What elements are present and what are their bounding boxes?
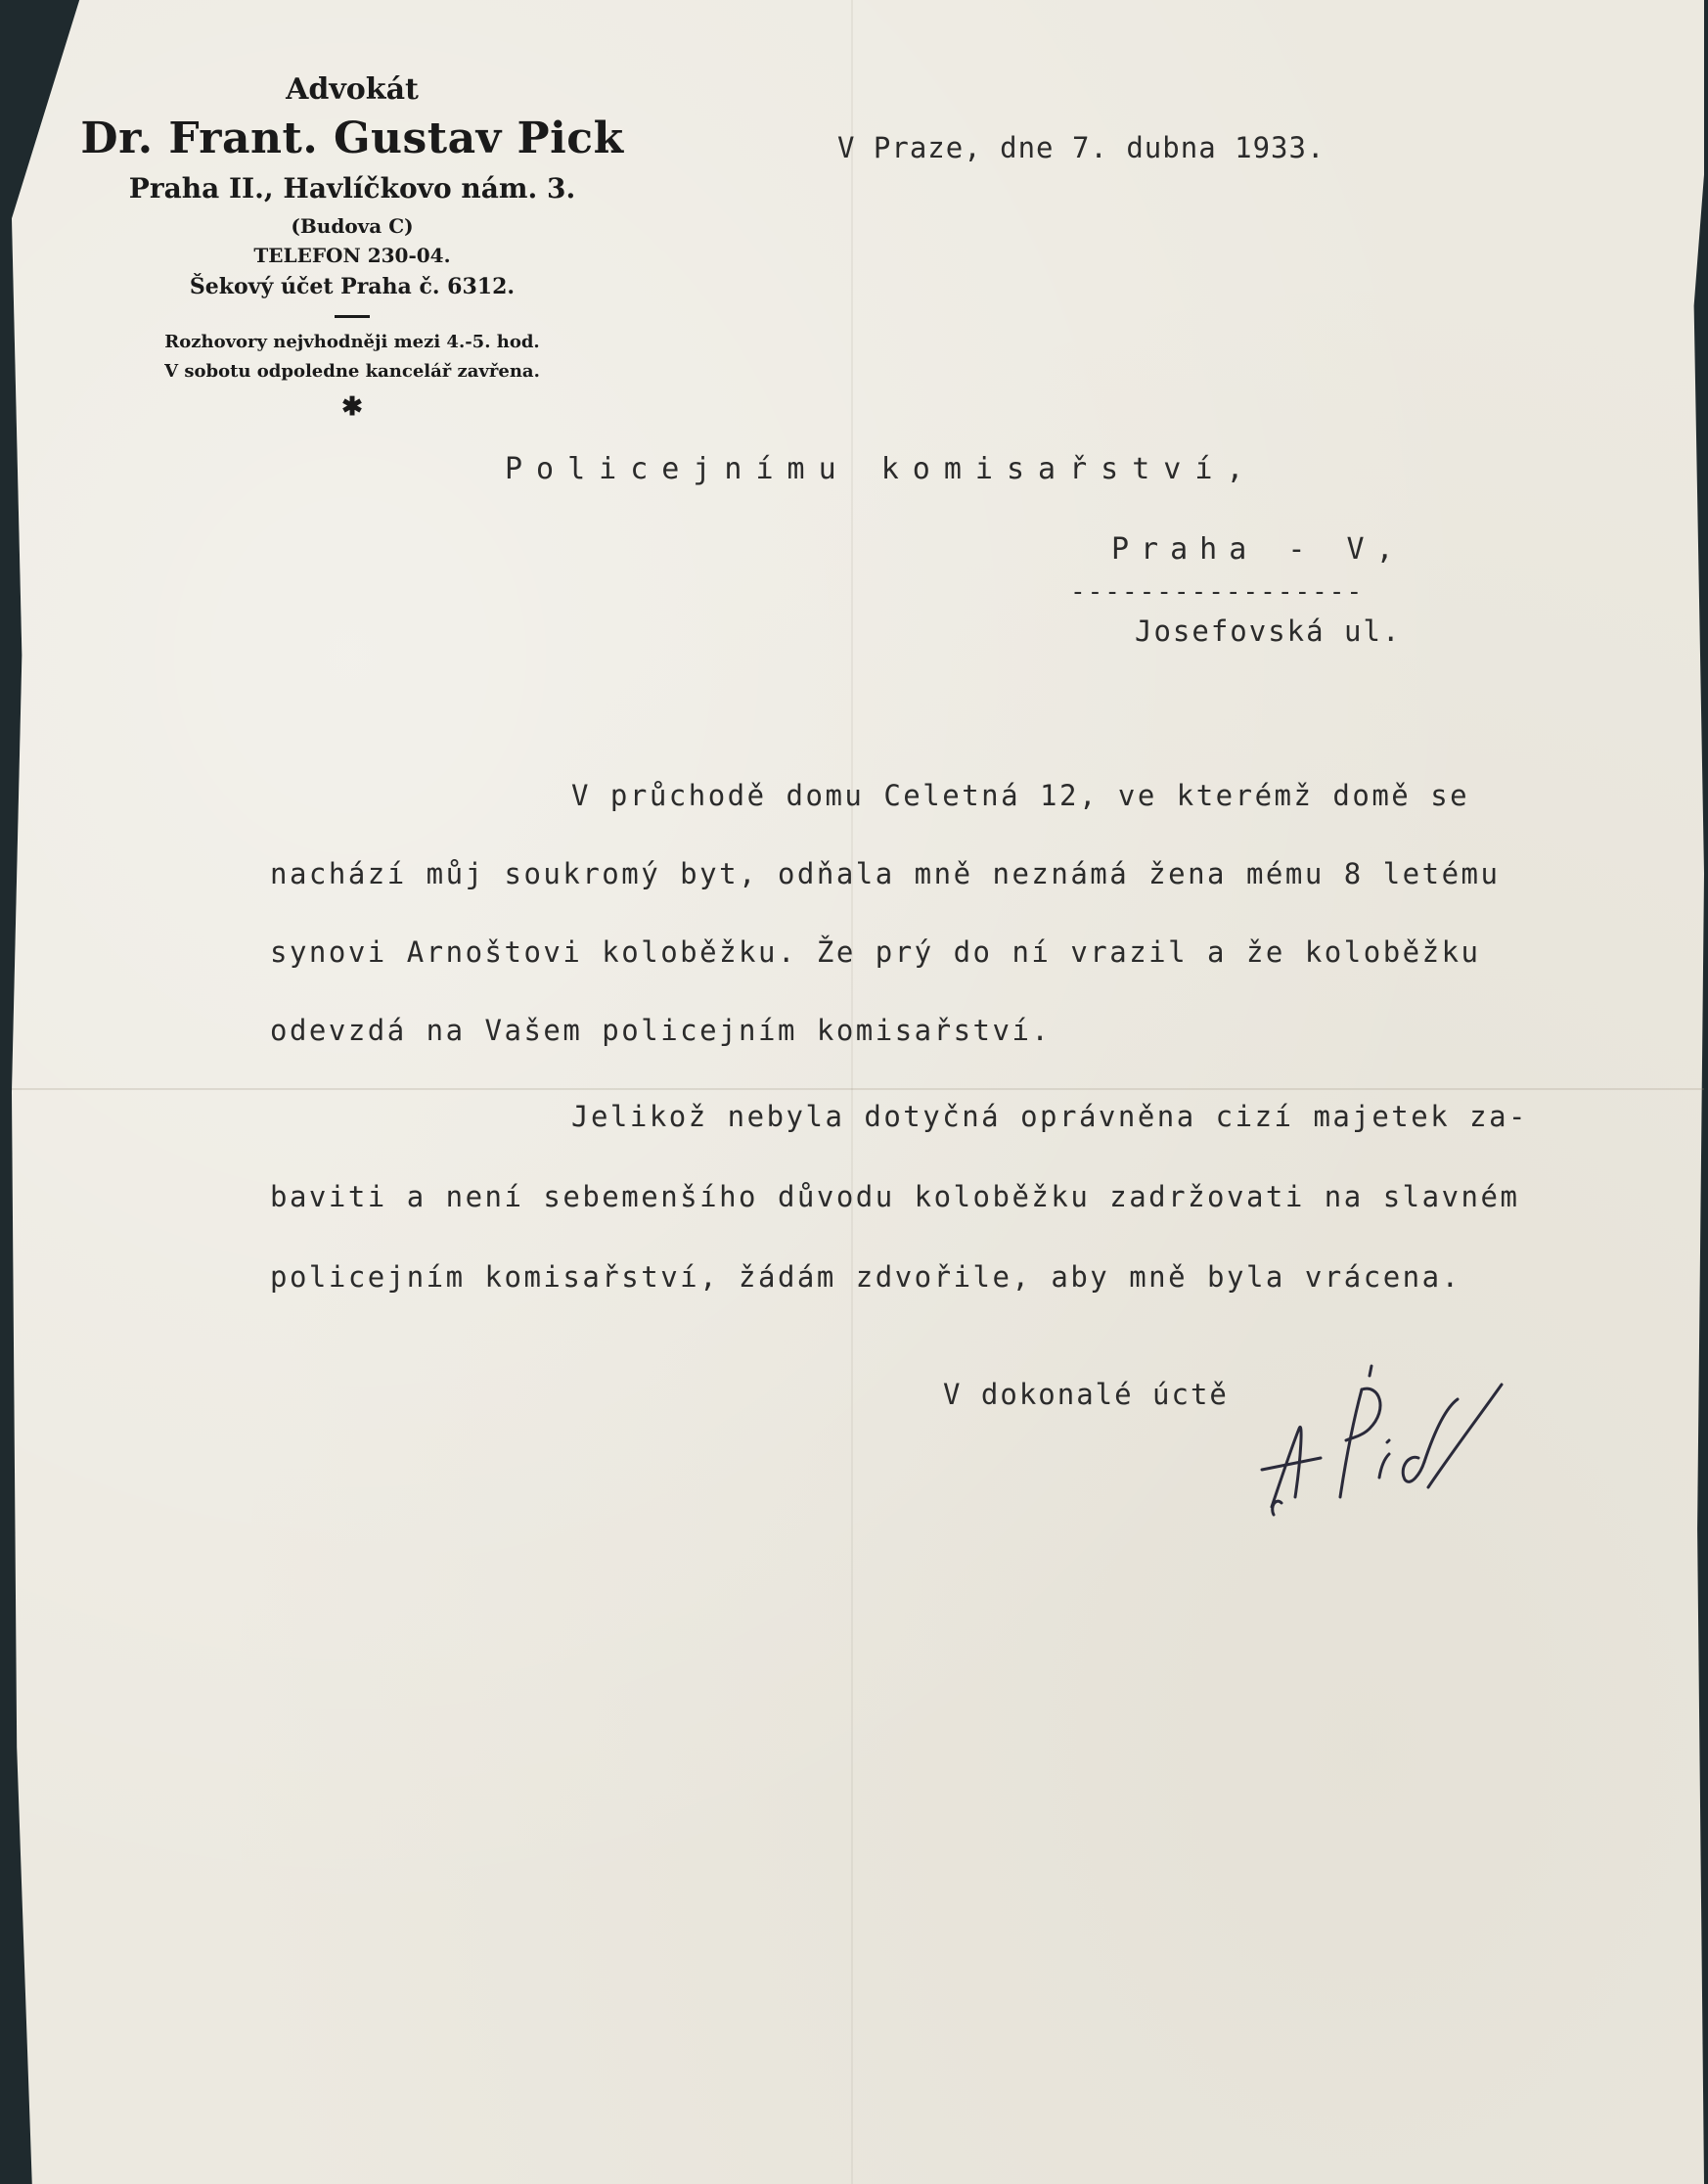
letterhead-telephone: TELEFON 230-04. xyxy=(253,244,451,267)
letterhead-account: Šekový účet Praha č. 6312. xyxy=(189,274,516,299)
body-paragraph-1-line-2: nachází můj soukromý byt, odňala mně neznámá žena mému 8 letému xyxy=(270,857,1501,890)
letterhead-name: Dr. Frant. Gustav Pick xyxy=(80,114,624,163)
letterhead-address: Praha II., Havlíčkovo nám. 3. xyxy=(128,172,576,205)
closing-salutation: V dokonalé úctě xyxy=(943,1378,1229,1411)
letterhead-saturday-note: V sobotu odpoledne kancelář zavřena. xyxy=(164,361,540,382)
recipient-office: Policejnímu komisařství, xyxy=(505,452,1258,486)
recipient-underline: ----------------- xyxy=(1070,577,1365,607)
letterhead-divider xyxy=(335,315,370,318)
letterhead-role: Advokát xyxy=(286,72,419,107)
body-paragraph-1-line-3: synovi Arnoštovi koloběžku. Že prý do ní vrazil a že koloběžku xyxy=(270,935,1481,969)
recipient-street: Josefovská ul. xyxy=(1135,614,1402,648)
horizontal-fold-crease xyxy=(12,1088,1704,1090)
body-paragraph-1-line-4: odevzdá na Vašem policejním komisařství. xyxy=(270,1014,1052,1047)
body-paragraph-1-line-1: V průchodě domu Celetná 12, ve kterémž domě se xyxy=(571,779,1470,812)
body-paragraph-2-line-2: baviti a není sebemenšího důvodu koloběžku zadržovati na slavném xyxy=(270,1180,1520,1213)
recipient-city: Praha - V, xyxy=(1111,532,1406,567)
asterisk-ornament-icon: ✱ xyxy=(341,392,363,422)
letterhead-hours-note: Rozhovory nejvhodněji mezi 4.-5. hod. xyxy=(164,332,540,352)
vertical-fold-crease xyxy=(851,0,853,2184)
letterhead xyxy=(78,68,626,424)
date-line: V Praze, dne 7. dubna 1933. xyxy=(837,131,1326,164)
body-paragraph-2-line-3: policejním komisařství, žádám zdvořile, aby mně byla vrácena. xyxy=(270,1260,1461,1294)
letterhead-building: (Budova C) xyxy=(291,214,414,238)
handwritten-signature xyxy=(1252,1360,1506,1526)
body-paragraph-2-line-1: Jelikož nebyla dotyčná oprávněna cizí majetek za- xyxy=(571,1100,1529,1133)
